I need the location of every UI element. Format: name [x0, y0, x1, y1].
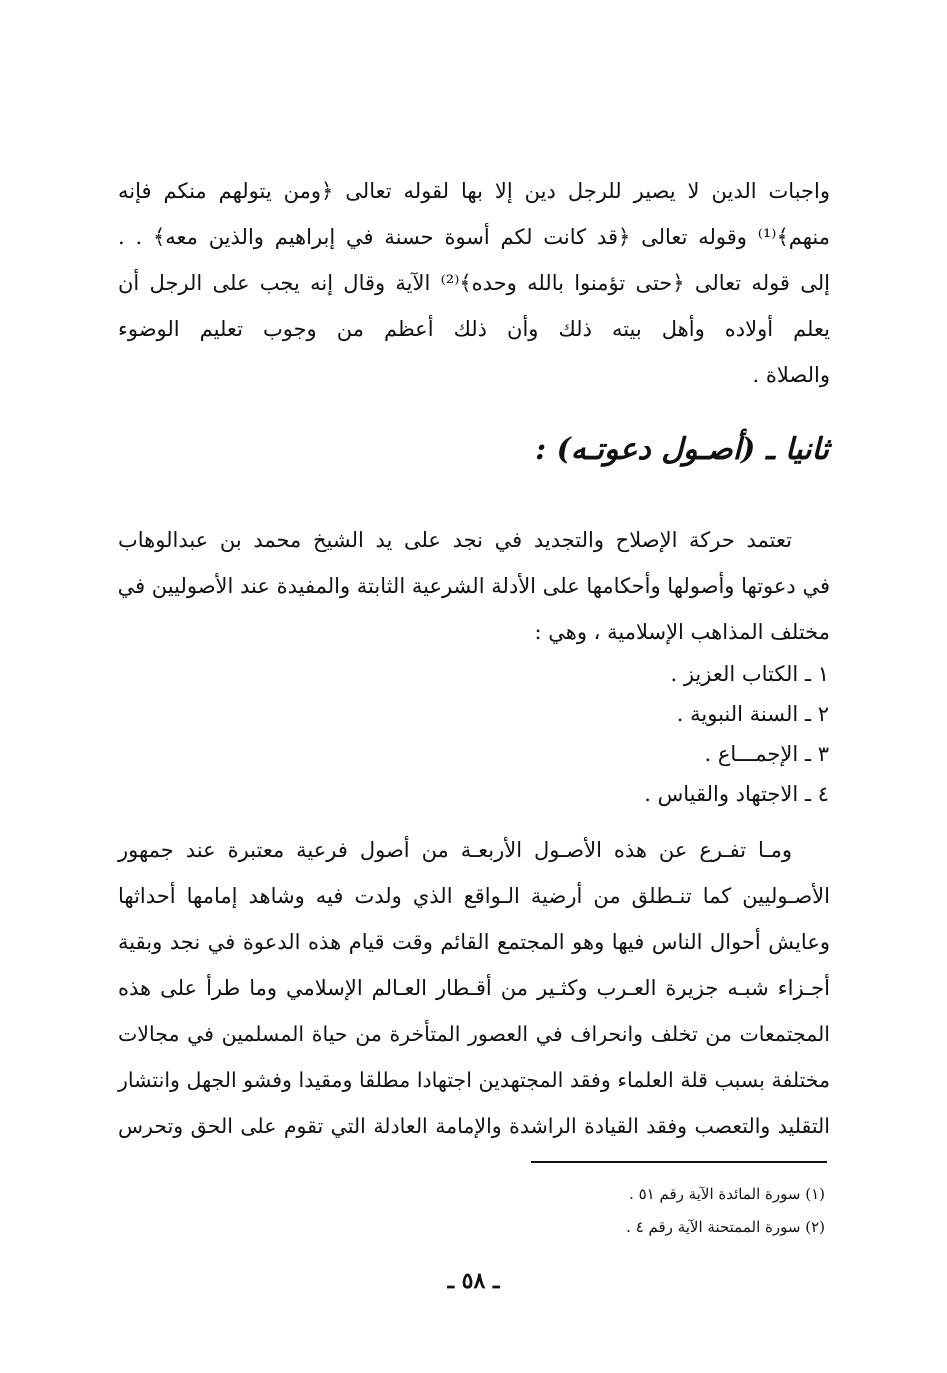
paragraph-3-line: التقليد والتعصب وفقد القيادة الراشدة والإمامة العادلة التي تقوم على الحق وتحرس	[118, 1114, 830, 1138]
paragraph-1-line: واجبات الدين لا يصير للرجل دين إلا بها لقوله تعالى ﴿ومن يتولهم منكم فإنه	[118, 179, 830, 203]
paragraph-2-line: في دعوتها وأصولها وأحكامها على الأدلة الشرعية الثابتة والمفيدة عند الأصوليين في	[117, 574, 830, 598]
paragraph-2	[118, 517, 830, 655]
footnote: (١) سورة المائدة الآية رقم ٥١ .	[629, 1185, 825, 1203]
paragraph-2-line: مختلف المذاهب الإسلامية ، وهي :	[534, 620, 830, 644]
section-heading: ثانيا ـ (أصـول دعوتـه) :	[535, 432, 829, 467]
page-number: ـ ٥٨ ـ	[447, 1268, 500, 1294]
paragraph-3-line: وعايش أحوال الناس فيها وهو المجتمع القائم وقت قيام هذه الدعوة في نجد وبقية	[118, 930, 830, 954]
paragraph-1-line: منهم﴾⁽¹⁾ وقوله تعالى ﴿قد كانت لكم أسوة حسنة في إبراهيم والذين معه﴾ . .	[118, 225, 830, 249]
footnote: (٢) سورة الممتحنة الآية رقم ٤ .	[626, 1218, 825, 1236]
paragraph-2-line: تعتمد حركة الإصلاح والتجديد في نجد على يد الشيخ محمد بن عبدالوهاب	[118, 528, 792, 552]
list-item: ١ ـ الكتاب العزيز .	[670, 662, 829, 686]
list-item: ٢ ـ السنة النبوية .	[676, 702, 829, 726]
paragraph-3-line: المجتمعات من تخلف وانحراف في العصور المتأخرة من حياة المسلمين في مجالات	[118, 1022, 830, 1046]
paragraph-1-line: إلى قوله تعالى ﴿حتى تؤمنوا بالله وحده﴾⁽²⁾ الآية وقال إنه يجب على الرجل أن	[118, 271, 830, 295]
paragraph-3-line: ومـا تفـرع عن هذه الأصـول الأربعـة من أصول فرعية معتبرة عند جمهور	[118, 838, 792, 862]
list-item: ٤ ـ الاجتهاد والقياس .	[644, 782, 829, 806]
list-item: ٣ ـ الإجمـــاع .	[704, 742, 829, 766]
paragraph-3	[118, 827, 830, 1149]
paragraph-3-line: أجـزاء شبـه جزيرة العـرب وكثـير من أقـطار العـالم الإسلامي وما طرأ على هذه	[118, 976, 830, 1000]
footnotes	[626, 1178, 825, 1244]
footnote-divider	[531, 1161, 827, 1163]
sources-list	[229, 654, 829, 814]
paragraph-1-line: يعلم أولاده وأهل بيته ذلك وأن ذلك أعظم من وجوب تعليم الوضوء	[118, 317, 830, 341]
paragraph-1	[118, 168, 830, 398]
paragraph-3-line: الأصـوليين كما تنـطلق من أرضية الـواقع الذي ولدت فيه وشاهد إمامها أحداثها	[118, 884, 830, 908]
paragraph-1-line: والصلاة .	[752, 363, 830, 387]
paragraph-3-line: مختلفة بسبب قلة العلماء وفقد المجتهدين اجتهادا مطلقا ومقيدا وفشو الجهل وانتشار	[118, 1068, 830, 1092]
